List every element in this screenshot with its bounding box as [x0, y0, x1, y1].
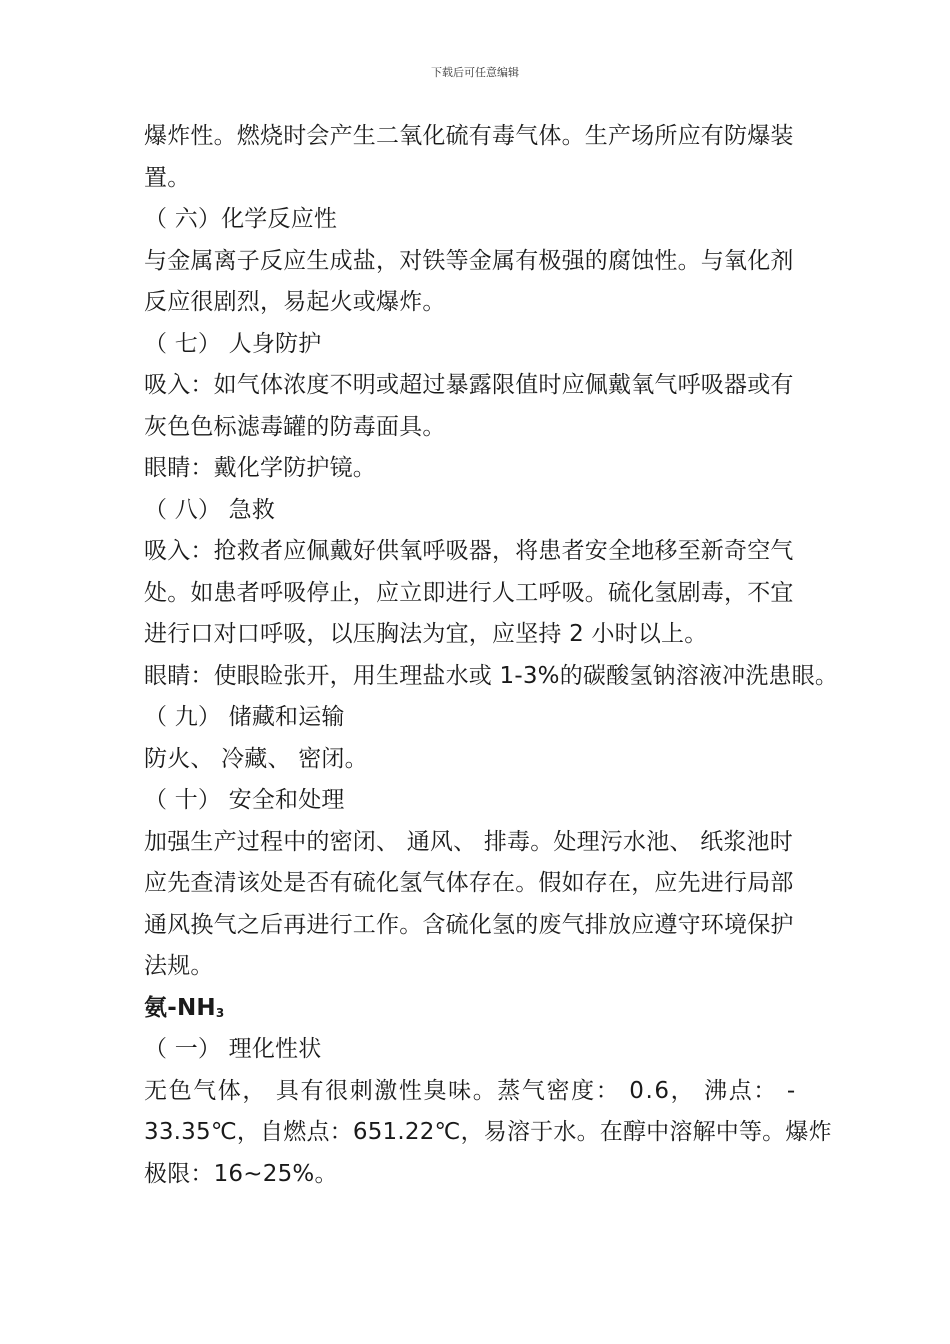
chemical-title — [144, 988, 810, 1030]
text-line: 反应很剧烈，易起火或爆炸。 — [144, 289, 446, 315]
page-header: 下载后可任意编辑 — [431, 66, 519, 79]
text-line: 防火、 冷藏、 密闭。 — [144, 745, 368, 772]
section-heading: （ 八） 急救 — [144, 496, 276, 523]
text-line: 与金属离子反应生成盐，对铁等金属有极强的腐蚀性。与氧化剂 — [144, 247, 794, 274]
text-line: 置。 — [144, 164, 191, 191]
text-line: 应先查清该处是否有硫化氢气体存在。假如存在，应先进行局部 — [144, 870, 794, 896]
chemical-title-text: 氨-NH — [144, 994, 216, 1021]
text-line: 灰色色标滤毒罐的防毒面具。 — [144, 413, 446, 440]
text-line: 法规。 — [144, 953, 214, 979]
section-heading: （ 十） 安全和处理 — [144, 787, 345, 813]
text-line: 加强生产过程中的密闭、 通风、 排毒。处理污水池、 纸浆池时 — [144, 828, 793, 855]
text-line: 极限：16~25%。 — [144, 1160, 338, 1187]
text-line: 33.35℃，自燃点：651.22℃，易溶于水。在醇中溶解中等。爆炸 — [144, 1119, 832, 1145]
text-line: 爆炸性。燃烧时会产生二氧化硫有毒气体。生产场所应有防爆装 — [144, 123, 794, 149]
chemical-title-subscript: 3 — [215, 1005, 225, 1020]
text-line: 吸入：如气体浓度不明或超过暴露限值时应佩戴氧气呼吸器或有 — [144, 372, 794, 398]
section-heading: （ 一） 理化性状 — [144, 1036, 322, 1062]
section-heading: （ 九） 储藏和运输 — [144, 704, 345, 730]
text-line: 无色气体， 具有很刺激性臭味。蒸气密度： 0.6， 沸点： - — [144, 1077, 797, 1104]
document-body — [144, 116, 839, 1195]
section-heading: （ 七） 人身防护 — [144, 330, 322, 357]
text-line: 处。如患者呼吸停止，应立即进行人工呼吸。硫化氢剧毒，不宜 — [144, 579, 794, 606]
text-line: 眼睛：使眼睑张开，用生理盐水或 1-3%的碳酸氢钠溶液冲洗患眼。 — [144, 662, 839, 689]
text-line: 通风换气之后再进行工作。含硫化氢的废气排放应遵守环境保护 — [144, 911, 794, 938]
text-line: 眼睛：戴化学防护镜。 — [144, 455, 376, 481]
text-line: 进行口对口呼吸，以压胸法为宜，应坚持 2 小时以上。 — [144, 621, 708, 647]
text-line: 吸入：抢救者应佩戴好供氧呼吸器，将患者安全地移至新奇空气 — [144, 538, 794, 564]
section-heading: （ 六）化学反应性 — [144, 206, 338, 232]
